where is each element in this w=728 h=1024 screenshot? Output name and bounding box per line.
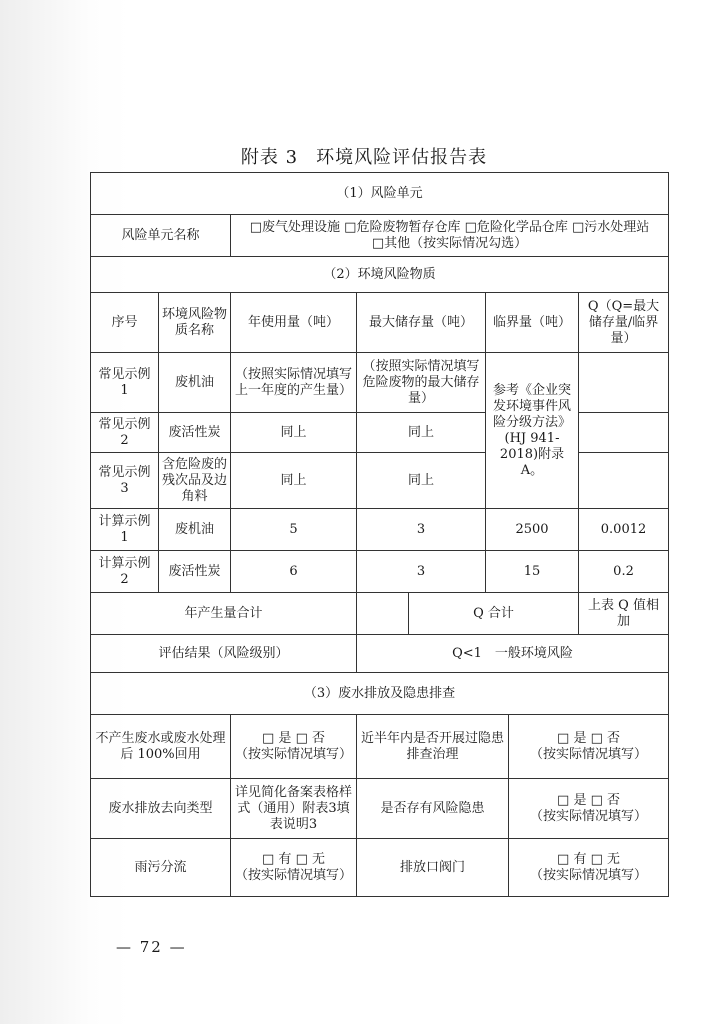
no-wastewater-answer — [231, 715, 357, 779]
header-substance-name: 环境风险物质名称 — [159, 293, 231, 353]
result-label: 评估结果（风险级别） — [91, 635, 357, 673]
rain-sewage-label: 雨污分流 — [91, 839, 231, 897]
result-value: Q<1 一般环境风险 — [357, 635, 669, 673]
row-max-storage: 3 — [357, 509, 486, 551]
hazard-check-checkbox[interactable]: □ 是 □ 否 — [557, 730, 620, 746]
discharge-type-label: 废水排放去向类型 — [91, 779, 231, 839]
table-row — [91, 413, 669, 453]
row-seq: 计算示例 1 — [91, 509, 159, 551]
row-q: 0.0012 — [579, 509, 669, 551]
rain-sewage-answer — [231, 839, 357, 897]
page-number: — 72 — — [116, 938, 187, 956]
row-name: 废机油 — [159, 509, 231, 551]
header-critical-amount: 临界量（吨） — [486, 293, 579, 353]
outlet-valve-question: 排放口阀门 — [357, 839, 509, 897]
row-seq: 常见示例 3 — [91, 453, 159, 509]
risk-report-table — [90, 172, 669, 897]
row-name: 废活性炭 — [159, 551, 231, 593]
section-1-title: （1）风险单元 — [91, 173, 669, 215]
risk-unit-options — [231, 215, 669, 257]
row-annual: 5 — [231, 509, 357, 551]
rain-sewage-note: （按实际情况填写） — [234, 867, 352, 883]
no-wastewater-checkbox[interactable]: □ 是 □ 否 — [262, 730, 325, 746]
header-q: Q（Q=最大储存量/临界量） — [579, 293, 669, 353]
header-annual-use: 年使用量（吨） — [231, 293, 357, 353]
row-seq: 常见示例 2 — [91, 413, 159, 453]
row-annual: 6 — [231, 551, 357, 593]
table-row — [91, 453, 669, 509]
row-q — [579, 353, 669, 413]
row-name: 废活性炭 — [159, 413, 231, 453]
header-max-storage: 最大储存量（吨） — [357, 293, 486, 353]
table-row — [91, 353, 669, 413]
q-total-label: Q 合计 — [409, 593, 579, 635]
q-total-value: 上表 Q 值相加 — [579, 593, 669, 635]
no-wastewater-note: （按实际情况填写） — [234, 746, 352, 762]
row-annual: 同上 — [231, 453, 357, 509]
title-text: 环境风险评估报告表 — [316, 147, 488, 168]
row-seq: 常见示例 1 — [91, 353, 159, 413]
table-row — [91, 509, 669, 551]
hazard-check-answer — [509, 715, 669, 779]
risk-hazard-note: （按实际情况填写） — [530, 808, 648, 824]
header-seq: 序号 — [91, 293, 159, 353]
row-name: 含危险废的残次品及边角料 — [159, 453, 231, 509]
discharge-type-value: 详见简化备案表格样式（通用）附表3填表说明3 — [231, 779, 357, 839]
row-seq: 计算示例 2 — [91, 551, 159, 593]
table-row — [91, 551, 669, 593]
row-annual: （按照实际情况填写上一年度的产生量） — [231, 353, 357, 413]
section-3-title: （3）废水排放及隐患排查 — [91, 673, 669, 715]
rain-sewage-checkbox[interactable]: □ 有 □ 无 — [262, 851, 325, 867]
risk-hazard-answer — [509, 779, 669, 839]
outlet-valve-note: （按实际情况填写） — [530, 867, 648, 883]
row-annual: 同上 — [231, 413, 357, 453]
no-wastewater-label: 不产生废水或废水处理后 100%回用 — [91, 715, 231, 779]
risk-unit-options-line1: □废气处理设施 □危险废物暂存仓库 □危险化学品仓库 □污水处理站 — [249, 219, 650, 235]
row-critical: 15 — [486, 551, 579, 593]
risk-hazard-question: 是否存有风险隐患 — [357, 779, 509, 839]
title-prefix: 附表 3 — [240, 147, 299, 168]
row-name: 废机油 — [159, 353, 231, 413]
risk-unit-options-line2: □其他（按实际情况勾选） — [371, 235, 528, 251]
page-title — [0, 143, 728, 169]
annual-total-value — [357, 593, 409, 635]
outlet-valve-checkbox[interactable]: □ 有 □ 无 — [557, 851, 620, 867]
hazard-check-question: 近半年内是否开展过隐患排查治理 — [357, 715, 509, 779]
row-max-storage: 同上 — [357, 413, 486, 453]
section-2-title: （2）环境风险物质 — [91, 257, 669, 293]
row-max-storage: （按照实际情况填写危险废物的最大储存量） — [357, 353, 486, 413]
hazard-check-note: （按实际情况填写） — [530, 746, 648, 762]
row-max-storage: 同上 — [357, 453, 486, 509]
row-critical: 2500 — [486, 509, 579, 551]
critical-reference: 参考《企业突发环境事件风险分级方法》(HJ 941-2018)附录 A。 — [486, 353, 579, 509]
row-q — [579, 453, 669, 509]
row-max-storage: 3 — [357, 551, 486, 593]
annual-total-label: 年产生量合计 — [91, 593, 357, 635]
row-q: 0.2 — [579, 551, 669, 593]
row-q — [579, 413, 669, 453]
risk-unit-label: 风险单元名称 — [91, 215, 231, 257]
outlet-valve-answer — [509, 839, 669, 897]
risk-hazard-checkbox[interactable]: □ 是 □ 否 — [557, 792, 620, 808]
